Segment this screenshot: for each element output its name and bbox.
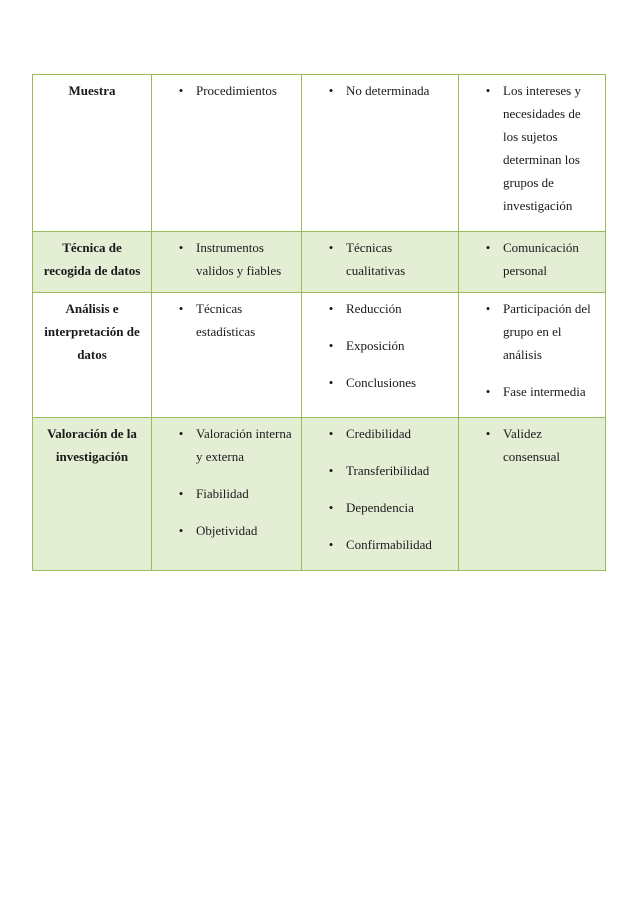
table-cell <box>152 293 302 418</box>
bullet-icon: • <box>178 301 184 316</box>
list-item: • Valoración interna y externa <box>152 422 295 468</box>
bullet-icon: • <box>328 83 334 98</box>
table-row-muestra <box>33 75 606 232</box>
bullet-icon: • <box>328 537 334 552</box>
bullet-icon: • <box>328 301 334 316</box>
bullet-icon: • <box>328 338 334 353</box>
list-item: • Procedimientos <box>152 79 295 102</box>
table-cell <box>459 75 606 232</box>
row-header: Muestra <box>33 75 152 232</box>
bullet-icon: • <box>328 500 334 515</box>
list-item: • Exposición <box>302 334 452 357</box>
research-comparison-table <box>32 74 606 571</box>
bullet-icon: • <box>178 523 184 538</box>
bullet-icon: • <box>328 426 334 441</box>
bullet-icon: • <box>485 384 491 399</box>
list-item: • Fiabilidad <box>152 482 295 505</box>
list-item: • Dependencia <box>302 496 452 519</box>
list-item: • Validez consensual <box>459 422 599 468</box>
row-header: Técnica de recogida de datos <box>33 232 152 293</box>
list-item: • Comunicación personal <box>459 236 599 282</box>
table-row-valoracion <box>33 418 606 571</box>
bullet-icon: • <box>485 240 491 255</box>
bullet-icon: • <box>485 83 491 98</box>
table-cell <box>152 232 302 293</box>
row-header: Análisis e interpretación de datos <box>33 293 152 418</box>
bullet-icon: • <box>328 375 334 390</box>
table-cell <box>459 418 606 571</box>
table-cell <box>302 418 459 571</box>
list-item: • No determinada <box>302 79 452 102</box>
list-item: • Reducción <box>302 297 452 320</box>
bullet-icon: • <box>485 301 491 316</box>
bullet-icon: • <box>178 486 184 501</box>
bullet-icon: • <box>328 240 334 255</box>
list-item: • Participación del grupo en el análisis <box>459 297 599 366</box>
table-cell <box>152 418 302 571</box>
table-row-tecnica <box>33 232 606 293</box>
bullet-icon: • <box>485 426 491 441</box>
list-item: • Los intereses y necesidades de los sujetos determinan los grupos de investigación <box>459 79 599 217</box>
table-cell <box>302 293 459 418</box>
table-cell <box>152 75 302 232</box>
list-item: • Objetividad <box>152 519 295 542</box>
table-cell <box>302 75 459 232</box>
bullet-icon: • <box>178 83 184 98</box>
list-item: • Transferibilidad <box>302 459 452 482</box>
bullet-icon: • <box>178 426 184 441</box>
table-row-analisis <box>33 293 606 418</box>
table-cell <box>459 293 606 418</box>
row-header: Valoración de la investigación <box>33 418 152 571</box>
list-item: • Fase intermedia <box>459 380 599 403</box>
list-item: • Instrumentos validos y fiables <box>152 236 295 282</box>
bullet-icon: • <box>178 240 184 255</box>
table-cell <box>302 232 459 293</box>
list-item: • Credibilidad <box>302 422 452 445</box>
list-item: • Técnicas estadísticas <box>152 297 295 343</box>
bullet-icon: • <box>328 463 334 478</box>
list-item: • Técnicas cualitativas <box>302 236 452 282</box>
list-item: • Confirmabilidad <box>302 533 452 556</box>
table-cell <box>459 232 606 293</box>
list-item: • Conclusiones <box>302 371 452 394</box>
